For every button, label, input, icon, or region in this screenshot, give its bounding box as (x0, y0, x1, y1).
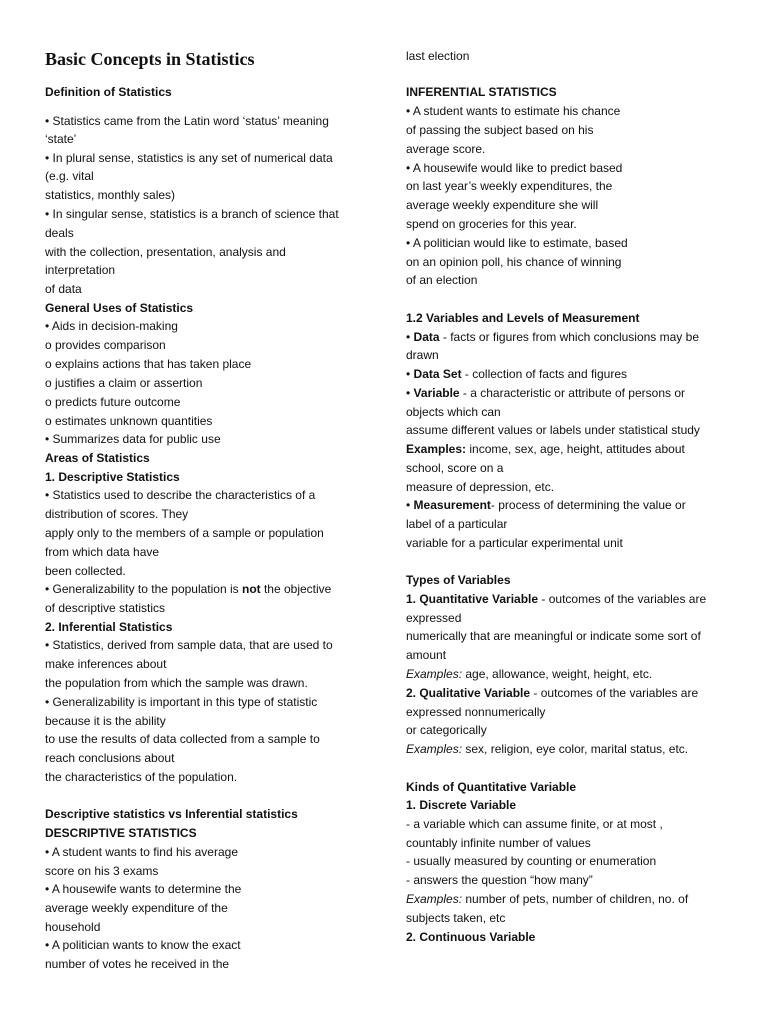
body-text: • (406, 330, 414, 344)
text-line (406, 872, 593, 888)
body-text: reach conclusions about (45, 751, 175, 765)
body-text: statistics, monthly sales) (45, 188, 176, 202)
text-line (406, 647, 446, 663)
text-line (45, 694, 317, 710)
text-line (45, 563, 126, 579)
text-line (45, 356, 251, 372)
text-line (406, 910, 505, 926)
text-line (406, 254, 621, 270)
body-text: of descriptive statistics (45, 601, 166, 615)
body-text: • A student wants to find his average (45, 845, 238, 859)
text-line (406, 404, 501, 420)
body-text: - outcomes of the variables are (538, 592, 707, 606)
body-text: • Statistics came from the Latin word ‘status’ meaning (45, 114, 329, 128)
body-text: o justifies a claim or assertion (45, 376, 203, 390)
body-text: • Statistics, derived from sample data, that are used to (45, 638, 333, 652)
body-text: on an opinion poll, his chance of winning (406, 255, 622, 269)
text-line (45, 806, 298, 822)
text-line (45, 131, 76, 147)
bold-text: 2. Qualitative Variable (406, 686, 531, 700)
text-line (406, 84, 557, 100)
body-text: measure of depression, etc. (406, 480, 555, 494)
body-text: expressed nonnumerically (406, 705, 546, 719)
body-text: - a characteristic or attribute of persons or (459, 386, 686, 400)
body-text: to use the results of data collected from a sample to (45, 732, 320, 746)
text-line (45, 731, 320, 747)
bold-text: 2. Inferential Statistics (45, 620, 173, 634)
text-line (45, 600, 165, 616)
text-line (406, 329, 699, 345)
bold-text: not (241, 582, 261, 596)
body-text: deals (45, 226, 74, 240)
body-text: income, sex, age, height, attitudes about (466, 442, 685, 456)
text-line (406, 479, 554, 495)
bold-text: Areas of Statistics (45, 451, 150, 465)
text-line (45, 506, 188, 522)
text-line (45, 656, 166, 672)
body-text: - answers the question “how many” (406, 873, 593, 887)
text-line (406, 685, 698, 701)
bold-text: Measurement (413, 498, 491, 512)
text-line (406, 48, 469, 64)
text-line (406, 366, 627, 382)
body-text: • A politician would like to estimate, based (406, 236, 628, 250)
body-text: the characteristics of the population. (45, 770, 238, 784)
text-line (45, 487, 315, 503)
text-line (45, 919, 100, 935)
body-text: countably infinite number of values (406, 836, 591, 850)
text-line (406, 216, 577, 232)
body-text: o predicts future outcome (45, 395, 181, 409)
body-text: of an election (406, 273, 478, 287)
body-text: been collected. (45, 564, 126, 578)
text-line (406, 441, 685, 457)
body-text: on last year’s weekly expenditures, the (406, 179, 613, 193)
text-line (45, 244, 286, 260)
body-text: apply only to the members of a sample or population (45, 526, 324, 540)
text-line (45, 168, 94, 184)
text-line (45, 150, 333, 166)
body-text: o explains actions that has taken place (45, 357, 252, 371)
body-text: spend on groceries for this year. (406, 217, 577, 231)
text-line (406, 347, 439, 363)
text-line (45, 825, 197, 841)
body-text: • Summarizes data for public use (45, 432, 221, 446)
body-text: • Aids in decision-making (45, 319, 178, 333)
text-line (45, 431, 221, 447)
body-text: average weekly expenditure she will (406, 198, 599, 212)
text-line (45, 525, 324, 541)
body-text: of data (45, 282, 82, 296)
body-text: score on his 3 exams (45, 864, 159, 878)
text-line (45, 84, 172, 100)
text-line (45, 375, 202, 391)
body-text: distribution of scores. They (45, 507, 189, 521)
body-text: numerically that are meaningful or indicate some sort of (406, 629, 701, 643)
body-text: assume different values or labels under statistical study (406, 423, 700, 437)
text-line (406, 666, 652, 682)
text-line (406, 572, 511, 588)
bold-text: Descriptive statistics vs Inferential statistics (45, 807, 298, 821)
body-text: • (406, 367, 414, 381)
text-line (45, 881, 241, 897)
body-text: • Generalizability is important in this type of statistic (45, 695, 318, 709)
body-text: number of pets, number of children, no. of (462, 892, 689, 906)
body-text: or categorically (406, 723, 487, 737)
bold-text: General Uses of Statistics (45, 301, 194, 315)
text-line (406, 235, 628, 251)
page-title: Basic Concepts in Statistics (45, 49, 255, 69)
body-text: - usually measured by counting or enumeration (406, 854, 657, 868)
body-text: o estimates unknown quantities (45, 414, 213, 428)
text-line (45, 544, 159, 560)
text-line (45, 675, 308, 691)
body-text: - outcomes of the variables are (530, 686, 699, 700)
text-line (45, 262, 115, 278)
body-text: make inferences about (45, 657, 167, 671)
body-text: • Generalizability to the population is (45, 582, 242, 596)
text-line (45, 206, 339, 222)
text-line (45, 937, 241, 953)
body-text: - process of determining the value or (490, 498, 686, 512)
bold-text: INFERENTIAL STATISTICS (406, 85, 557, 99)
text-line (406, 516, 507, 532)
bold-text: Types of Variables (406, 573, 511, 587)
text-line (406, 385, 685, 401)
text-line (406, 422, 700, 438)
body-text: number of votes he received in the (45, 957, 230, 971)
text-line (45, 637, 333, 653)
body-text: with the collection, presentation, analysis and (45, 245, 286, 259)
text-line (406, 535, 623, 551)
body-text: the population from which the sample was drawn. (45, 676, 308, 690)
text-line (406, 929, 535, 945)
text-line (406, 741, 688, 757)
text-line (45, 750, 174, 766)
text-line (45, 581, 331, 597)
bold-text: 1. Quantitative Variable (406, 592, 539, 606)
body-text: • In singular sense, statistics is a branch of science that (45, 207, 339, 221)
body-text: ‘state’ (45, 132, 77, 146)
text-line (406, 591, 706, 607)
text-line (45, 394, 180, 410)
text-line (406, 779, 576, 795)
body-text: variable for a particular experimental unit (406, 536, 623, 550)
italic-text: Examples: (406, 742, 463, 756)
text-line (406, 853, 656, 869)
text-line (406, 272, 477, 288)
body-text: drawn (406, 348, 439, 362)
text-line (45, 900, 228, 916)
text-line (45, 337, 166, 353)
body-text: label of a particular (406, 517, 508, 531)
body-text: • A housewife would like to predict based (406, 161, 623, 175)
text-line (406, 103, 620, 119)
body-text: • In plural sense, statistics is any set of numerical data (45, 151, 333, 165)
text-line (406, 197, 598, 213)
text-line (406, 610, 461, 626)
text-line (406, 141, 485, 157)
body-text: • Statistics used to describe the characteristics of a (45, 488, 316, 502)
body-text: - a variable which can assume finite, or at most , (406, 817, 663, 831)
text-line (45, 863, 158, 879)
body-text: • (406, 386, 414, 400)
text-line (45, 300, 193, 316)
text-line (45, 413, 212, 429)
text-line (406, 891, 688, 907)
bold-text: DESCRIPTIVE STATISTICS (45, 826, 197, 840)
bold-text: Definition of Statistics (45, 85, 172, 99)
text-line (406, 497, 686, 513)
text-line (45, 113, 329, 129)
body-text: subjects taken, etc (406, 911, 506, 925)
text-line (45, 956, 229, 972)
bold-text: 1. Discrete Variable (406, 798, 517, 812)
text-line (45, 187, 175, 203)
italic-text: Examples: (406, 892, 463, 906)
body-text: household (45, 920, 101, 934)
body-text: amount (406, 648, 447, 662)
bold-text: Examples: (406, 442, 467, 456)
body-text: age, allowance, weight, height, etc. (462, 667, 653, 681)
bold-text: Variable (413, 386, 460, 400)
body-text: the objective (260, 582, 332, 596)
body-text: - facts or figures from which conclusions may be (439, 330, 699, 344)
body-text: o provides comparison (45, 338, 166, 352)
body-text: interpretation (45, 263, 116, 277)
bold-text: Data Set (413, 367, 462, 381)
italic-text: Examples: (406, 667, 463, 681)
body-text: last election (406, 49, 470, 63)
text-line (406, 310, 639, 326)
body-text: average weekly expenditure of the (45, 901, 228, 915)
text-line (406, 460, 503, 476)
text-line (406, 835, 591, 851)
text-line (45, 318, 178, 334)
body-text: - collection of facts and figures (461, 367, 627, 381)
text-line (45, 619, 172, 635)
text-line (406, 178, 612, 194)
text-line (45, 469, 180, 485)
text-line (406, 722, 487, 738)
text-line (406, 797, 516, 813)
body-text: average score. (406, 142, 486, 156)
text-line (406, 704, 545, 720)
bold-text: 1. Descriptive Statistics (45, 470, 180, 484)
text-line (406, 816, 663, 832)
text-line (45, 225, 74, 241)
body-text: sex, religion, eye color, marital status, etc. (462, 742, 689, 756)
text-line (45, 281, 82, 297)
text-line (406, 122, 593, 138)
body-text: from which data have (45, 545, 160, 559)
body-text: • A student wants to estimate his chance (406, 104, 621, 118)
body-text: of passing the subject based on his (406, 123, 594, 137)
text-line (406, 628, 701, 644)
bold-text: 2. Continuous Variable (406, 930, 536, 944)
bold-text: Kinds of Quantitative Variable (406, 780, 577, 794)
text-line (45, 844, 238, 860)
body-text: (e.g. vital (45, 169, 94, 183)
body-text: • (406, 498, 414, 512)
body-text: because it is the ability (45, 714, 166, 728)
body-text: school, score on a (406, 461, 504, 475)
text-line (406, 160, 622, 176)
text-line (45, 769, 237, 785)
bold-text: Data (413, 330, 440, 344)
bold-text: 1.2 Variables and Levels of Measurement (406, 311, 640, 325)
body-text: objects which can (406, 405, 501, 419)
text-line (45, 450, 150, 466)
body-text: expressed (406, 611, 462, 625)
body-text: • A politician wants to know the exact (45, 938, 241, 952)
text-line (45, 713, 166, 729)
body-text: • A housewife wants to determine the (45, 882, 242, 896)
